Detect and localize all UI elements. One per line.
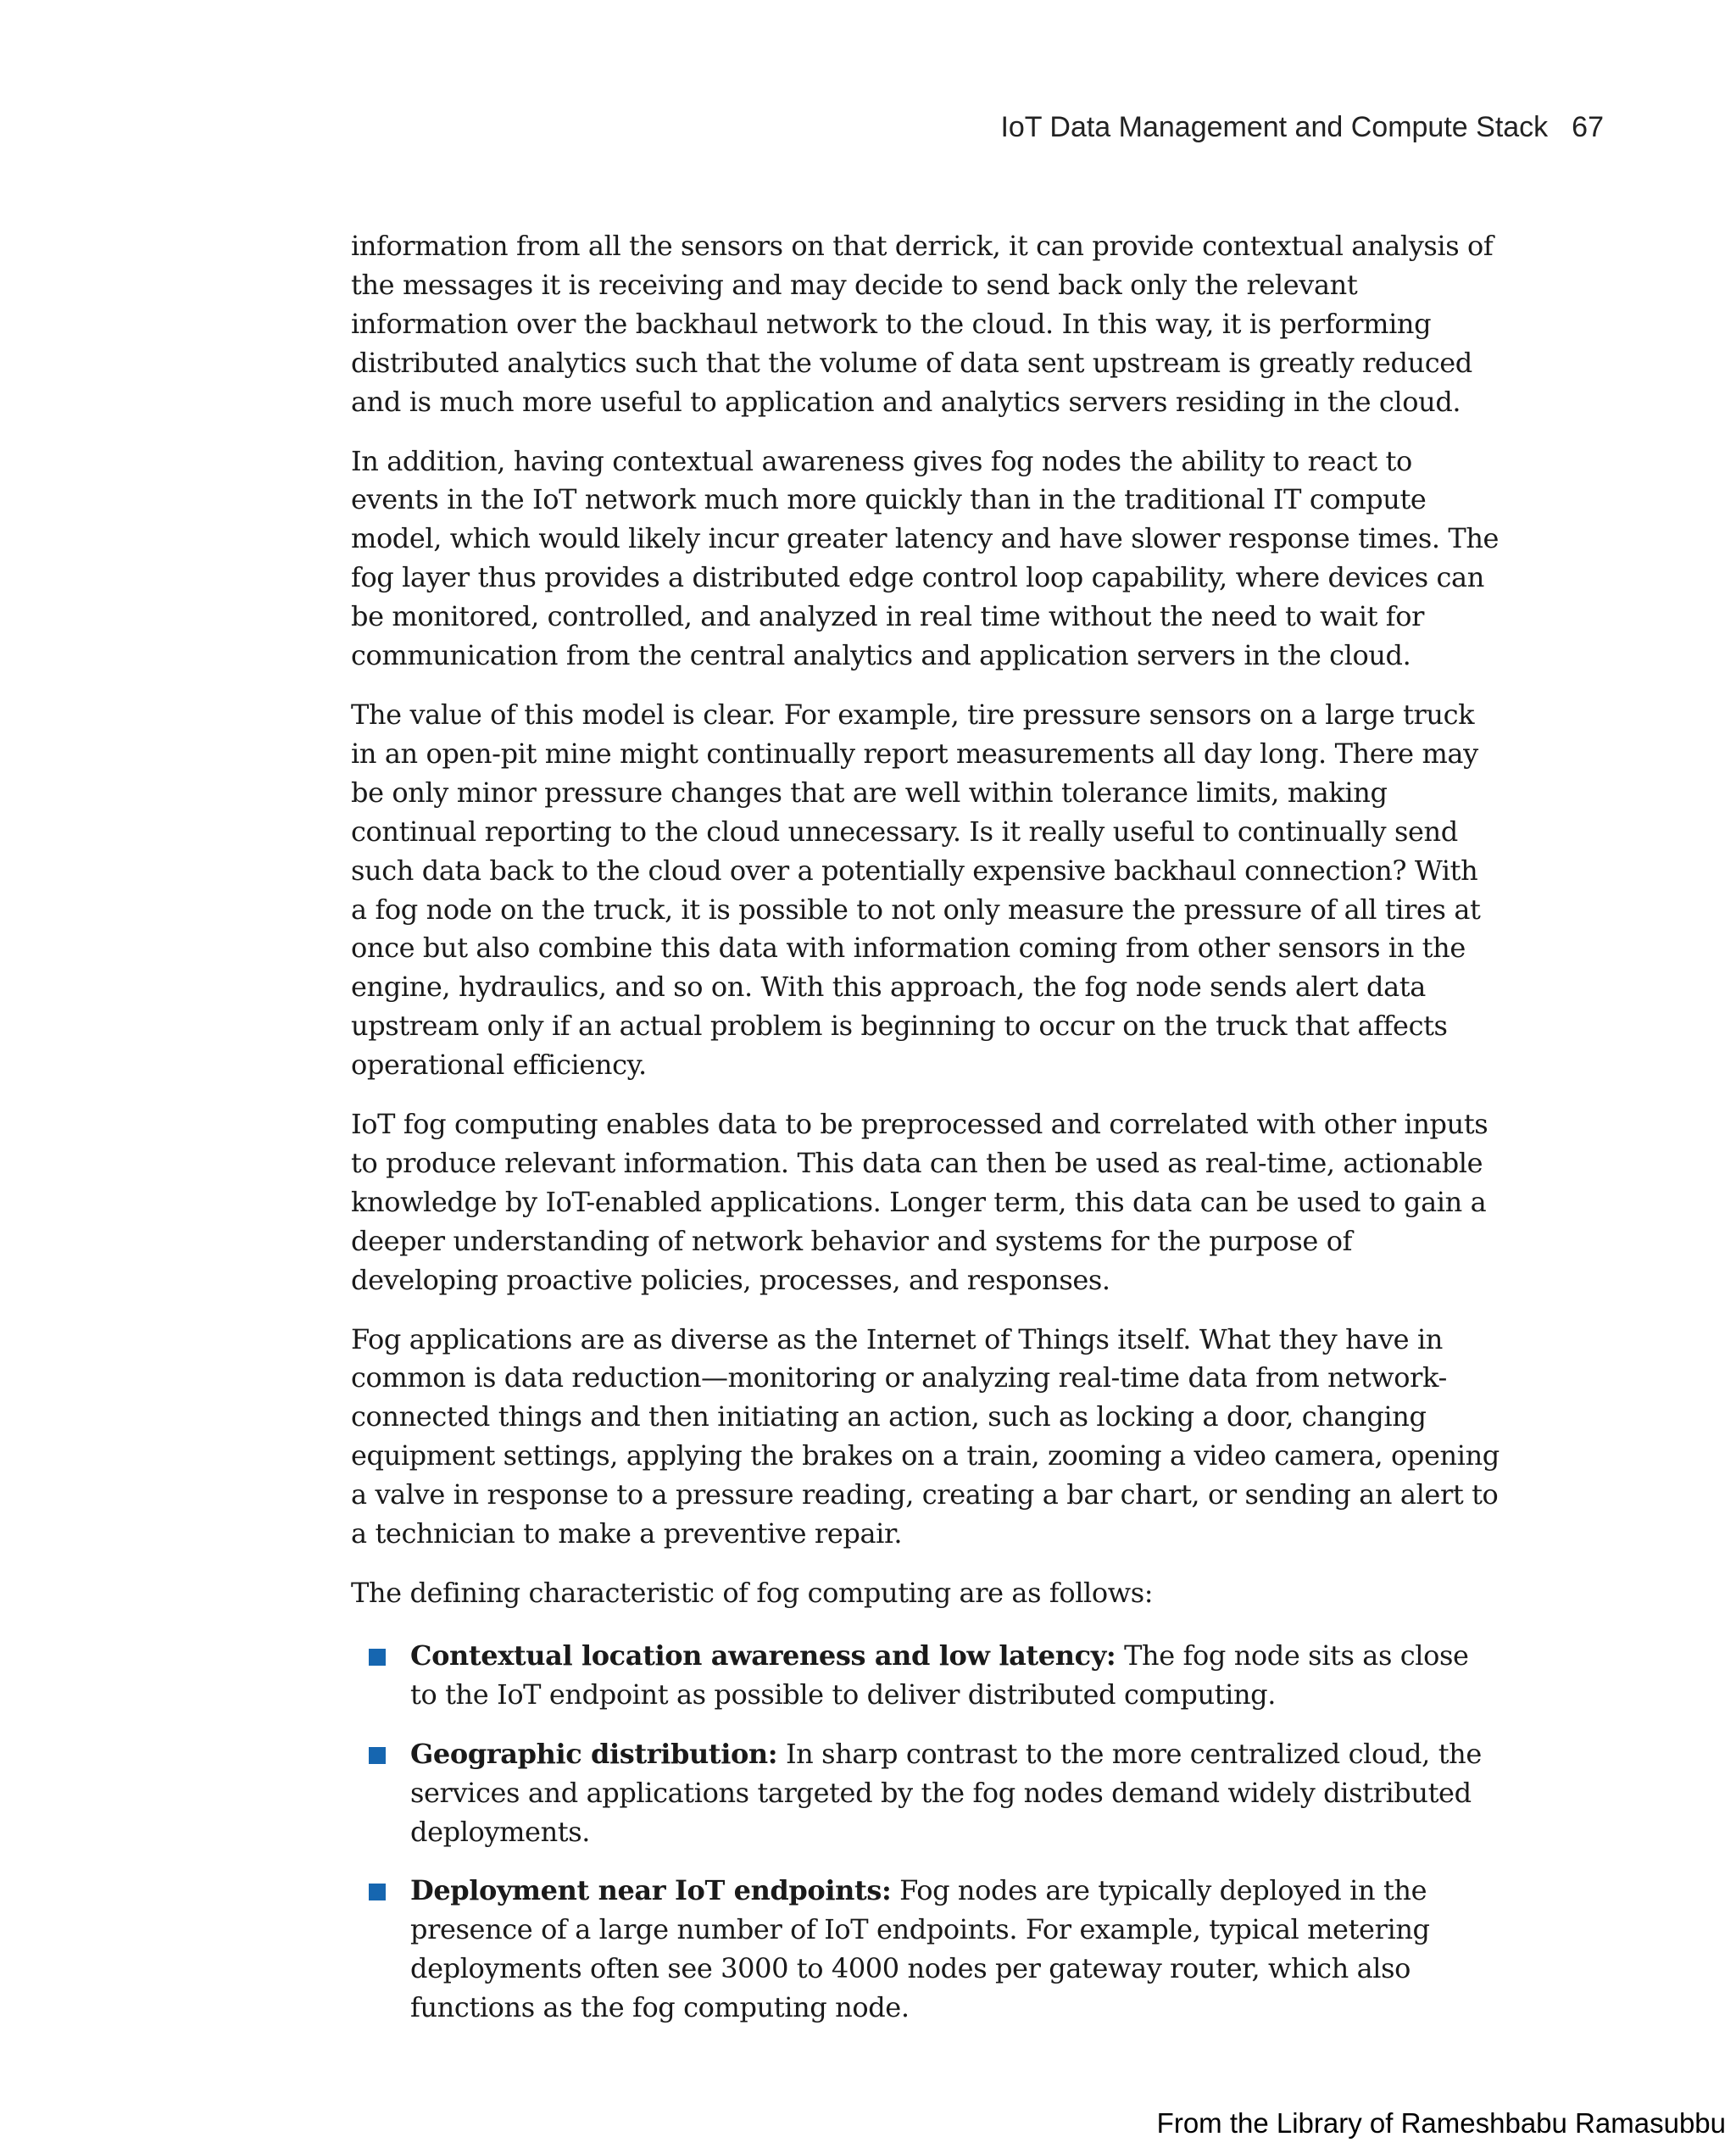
list-item-text: Fog nodes are typically deployed in the presence of a large number of IoT endpoints. For example, typical metering deployments often see 3000 to 4000 nodes per gateway router, which also functions as the fog computing node.	[410, 1874, 1430, 2024]
body-text	[351, 227, 1500, 2048]
list-item-term: Contextual location awareness and low latency:	[410, 1639, 1116, 1672]
running-head	[1000, 111, 1604, 144]
list-item-term: Geographic distribution:	[410, 1737, 778, 1770]
square-bullet-icon	[369, 1747, 386, 1764]
library-watermark: From the Library of Rameshbabu Ramasubbu	[1156, 2107, 1726, 2139]
square-bullet-icon	[369, 1649, 386, 1666]
list-item	[410, 1872, 1500, 2028]
paragraph-fog-computing: IoT fog computing enables data to be preprocessed and correlated with other inputs to produce relevant information. This data can then be used as real-time, actionable knowledge by IoT-enabled applications. Longer term, this data can be used to gain a deeper understanding of network behavior and systems for the purpose of developing proactive policies, processes, and responses.	[351, 1108, 1488, 1296]
paragraph-fog-applications: Fog applications are as diverse as the Internet of Things itself. What they have in common is data reduction—monitoring or analyzing real-time data from network-connected things and then initiating an action, such as locking a door, changing equipment settings, applying the brakes on a train, zooming a video camera, opening a valve in response to a pressure reading, creating a bar chart, or sending an alert to a technician to make a preventive repair.	[351, 1322, 1500, 1550]
page-number: 67	[1572, 111, 1604, 143]
list-intro: The defining characteristic of fog computing are as follows:	[351, 1577, 1154, 1609]
characteristics-list	[351, 1637, 1500, 2028]
paragraph-contextual-awareness: In addition, having contextual awareness gives fog nodes the ability to react to events in the IoT network much more quickly than in the traditional IT compute model, which would likely incur greater latency and have slower response times. The fog layer thus provides a distributed edge control loop capability, where devices can be monitored, controlled, and analyzed in real time without the need to wait for communication from the central analytics and application servers in the cloud.	[351, 444, 1500, 672]
list-item	[410, 1735, 1500, 1852]
square-bullet-icon	[369, 1884, 386, 1900]
list-item	[410, 1637, 1500, 1715]
paragraph-tire-pressure: The value of this model is clear. For example, tire pressure sensors on a large truck in an open-pit mine might continually report measurements all day long. There may be only minor pressure changes that are well within tolerance limits, making continual reporting to the cloud unnecessary. Is it really useful to continually send such data back to the cloud over a potentially expensive backhaul connection? With a fog node on the truck, it is possible to not only measure the pressure of all tires at once but also combine this data with information coming from other sensors in the engine, hydraulics, and so on. With this approach, the fog node sends alert data upstream only if an actual problem is beginning to occur on the truck that affects operational efficiency.	[351, 698, 1481, 1082]
running-title: IoT Data Management and Compute Stack	[1000, 111, 1549, 143]
list-item-text: The fog node sits as close to the IoT endpoint as possible to deliver distributed computing.	[410, 1639, 1469, 1711]
list-item-term: Deployment near IoT endpoints:	[410, 1874, 892, 1907]
paragraph-derrick: information from all the sensors on that derrick, it can provide contextual analysis of the messages it is receiving and may decide to send back only the relevant information over the backhaul network to the cloud. In this way, it is performing distributed analytics such that the volume of data sent upstream is greatly reduced and is much more useful to application and analytics servers residing in the cloud.	[351, 230, 1494, 418]
list-item-text: In sharp contrast to the more centralized cloud, the services and applications targeted by the fog nodes demand widely distributed deployments.	[410, 1737, 1482, 1848]
